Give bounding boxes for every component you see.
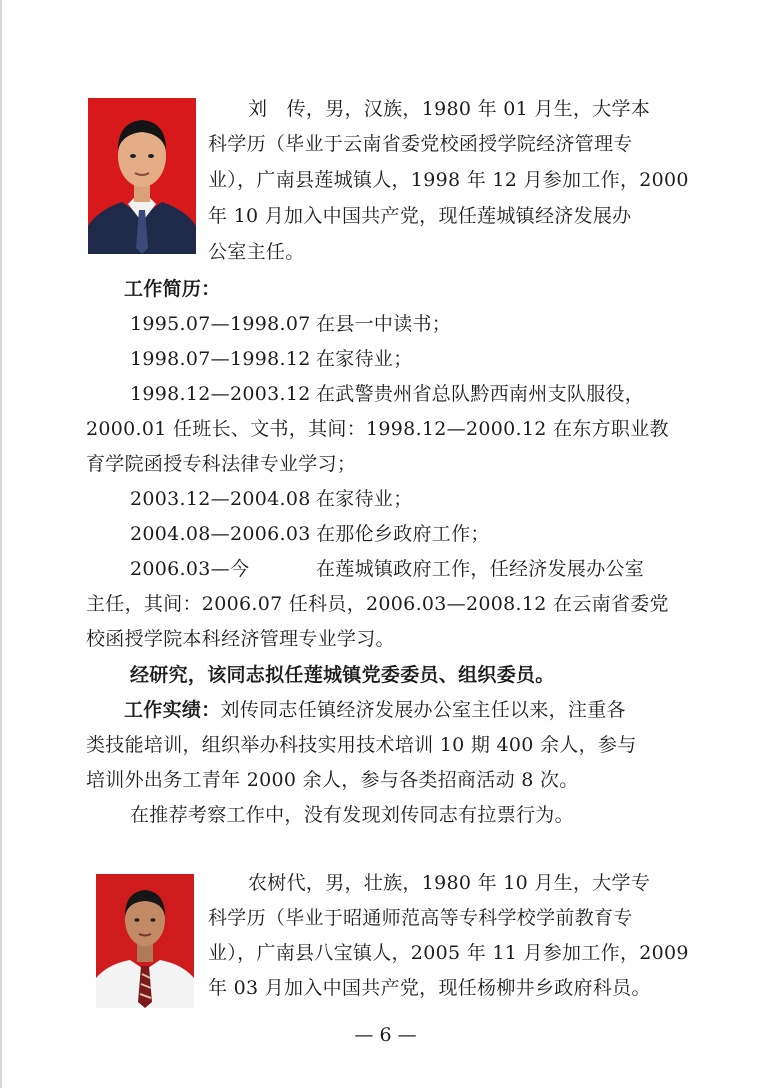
intro2-line-3: 业），广南县八宝镇人，2005 年 11 月参加工作，2009 [208,942,689,964]
intro-line-4: 年 10 月加入中国共产党，现任莲城镇经济发展办 [208,205,632,227]
resume-entry [130,381,644,407]
intro2-line-2: 科学历（毕业于昭通师范高等专科学校学前教育专 [208,907,633,929]
resume-text: 在那伦乡政府工作； [316,523,490,545]
resume-period: 1998.07—1998.12 [130,348,311,370]
achievements-text: 刘传同志任镇经济发展办公室主任以来，注重各 [220,699,626,721]
resume-text: 在县一中读书； [316,313,452,335]
page-number: — 6 — [354,1024,417,1046]
resume-continuation: 校函授学院本科经济管理专业学习。 [86,628,395,650]
resume-entry [130,521,490,547]
resume-text: 在家待业； [316,348,413,370]
resume-entry [130,346,413,372]
intro2-line-4: 年 03 月加入中国共产党，现任杨柳井乡政府科员。 [208,977,651,999]
resume-entry [130,311,451,337]
resume-continuation: 主任，其间：2006.07 任科员，2006.03—2008.12 在云南省委党 [86,593,669,615]
resume-heading: 工作简历： [124,278,221,300]
inspection-note: 在推荐考察工作中，没有发现刘传同志有拉票行为。 [130,804,574,826]
resume-text: 在莲城镇政府工作，任经济发展办公室 [316,558,645,580]
intro-line-5: 公室主任。 [208,241,305,263]
achievements-label: 工作实绩： [124,699,221,721]
achievements-line-3: 培训外出务工青年 2000 余人，参与各类招商活动 8 次。 [86,769,579,791]
resume-entry [130,556,644,582]
portrait-photo-nong-shudai [96,874,194,1008]
resume-period: 2004.08—2006.03 [130,523,311,545]
achievements-line-1 [124,697,626,723]
resume-continuation: 2000.01 任班长、文书，其间：1998.12—2000.12 在东方职业教 [86,418,669,440]
resume-text: 在家待业； [316,488,413,510]
resume-continuation: 育学院函授专科法律专业学习； [86,453,357,475]
intro-line-1: 刘 传，男，汉族，1980 年 01 月生，大学本 [248,98,651,120]
intro-line-3: 业），广南县莲城镇人，1998 年 12 月参加工作，2000 [208,169,689,191]
resume-period: 2003.12—2004.08 [130,488,311,510]
resume-period: 2006.03—今 [130,558,250,580]
intro2-line-1: 农树代，男，壮族，1980 年 10 月生，大学专 [248,872,651,894]
intro-line-2: 科学历（毕业于云南省委党校函授学院经济管理专 [208,133,633,155]
appointment-proposal: 经研究，该同志拟任莲城镇党委委员、组织委员。 [130,664,555,686]
resume-text: 在武警贵州省总队黔西南州支队服役， [316,383,645,405]
resume-period: 1998.12—2003.12 [130,383,311,405]
achievements-line-2: 类技能培训，组织举办科技实用技术培训 10 期 400 余人，参与 [86,734,637,756]
portrait-photo-liu-chuan [88,98,196,254]
resume-period: 1995.07—1998.07 [130,313,311,335]
resume-entry [130,486,413,512]
